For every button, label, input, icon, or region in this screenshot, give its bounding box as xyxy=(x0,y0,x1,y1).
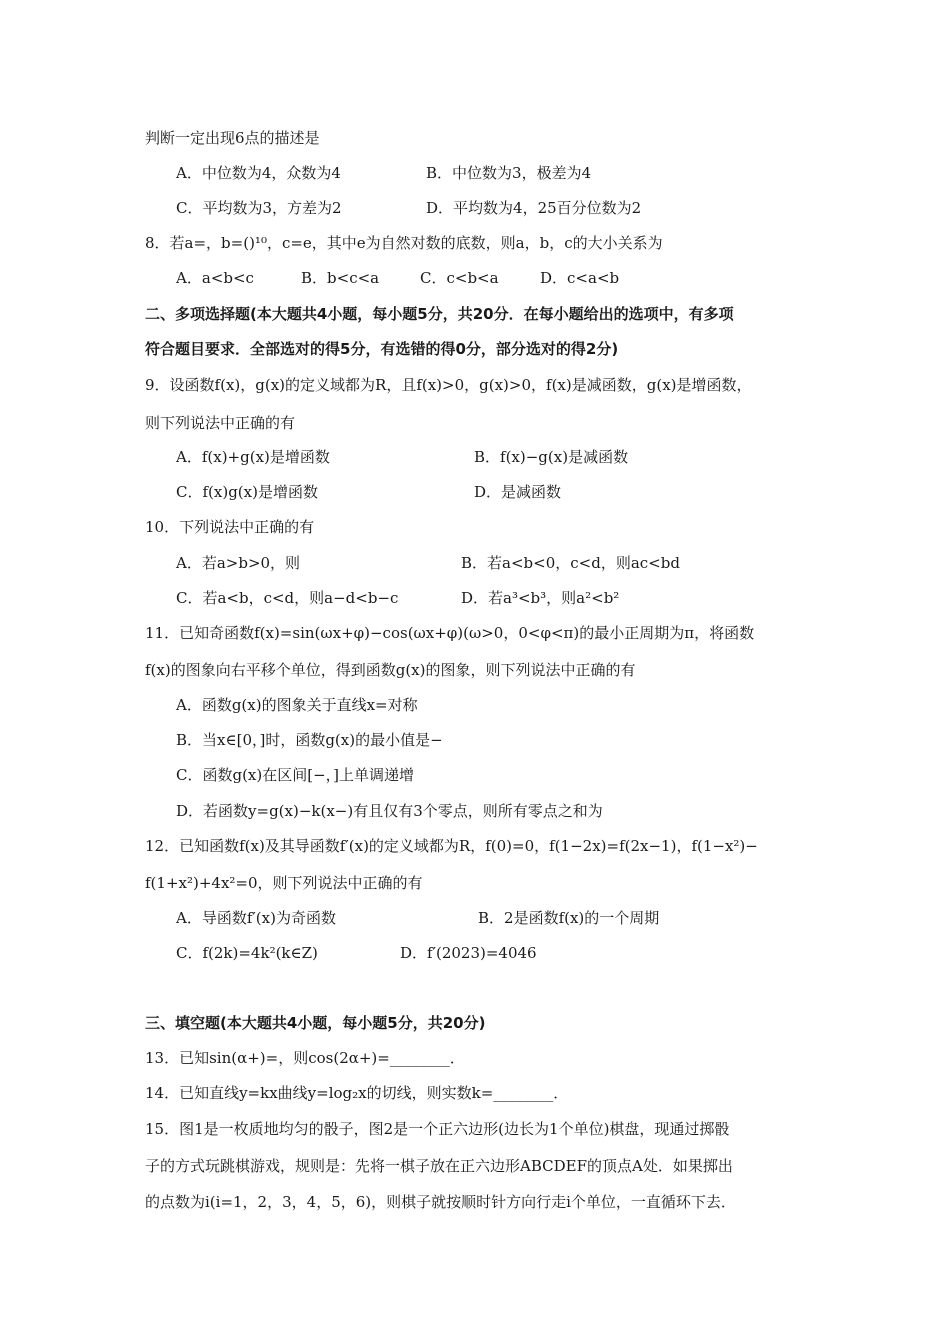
q12-option-b: B．2是函数f(x)的一个周期 xyxy=(478,909,660,927)
q7-option-b: B．中位数为3，极差为4 xyxy=(426,164,592,182)
q7-option-c: C．平均数为3，方差为2 xyxy=(176,199,342,217)
q10-option-a: A．若a>b>0，则 xyxy=(176,554,301,572)
q9-option-d: D．是减函数 xyxy=(474,483,562,501)
q11-stem-line2: f(x)的图象向右平移个单位，得到函数g(x)的图象，则下列说法中正确的有 xyxy=(145,661,636,679)
q11-option-b: B．当x∈[0，]时，函数g(x)的最小值是− xyxy=(176,731,443,749)
q7-stem-tail: 判断一定出现6点的描述是 xyxy=(145,129,320,147)
q8-option-d: D．c<a<b xyxy=(540,269,620,287)
q12-stem-line1: 12．已知函数f(x)及其导函数f′(x)的定义域都为R，f(0)=0，f(1−2x)=f(2x−1)，f(1−x²)− xyxy=(145,837,758,855)
q11-option-a: A．函数g(x)的图象关于直线x=对称 xyxy=(176,696,418,714)
q8-option-a: A．a<b<c xyxy=(176,269,254,287)
q9-stem-line2: 则下列说法中正确的有 xyxy=(145,414,296,432)
section3-heading: 三、填空题(本大题共4小题，每小题5分，共20分) xyxy=(145,1014,486,1032)
q7-option-d: D．平均数为4，25百分位数为2 xyxy=(426,199,642,217)
q7-option-a: A．中位数为4，众数为4 xyxy=(176,164,341,182)
q10-stem: 10．下列说法中正确的有 xyxy=(145,518,315,536)
q11-option-d: D．若函数y=g(x)−k(x−)有且仅有3个零点，则所有零点之和为 xyxy=(176,802,603,820)
q10-option-b: B．若a<b<0，c<d，则ac<bd xyxy=(461,554,680,572)
q13-stem: 13．已知sin(α+)=，则cos(2α+)=________． xyxy=(145,1049,465,1067)
q8-stem: 8．若a=，b=()¹⁰，c=e，其中e为自然对数的底数，则a，b，c的大小关系为 xyxy=(145,234,663,252)
q12-option-c: C．f(2k)=4k²(k∈Z) xyxy=(176,944,318,962)
q15-stem-line2: 子的方式玩跳棋游戏，规则是：先将一棋子放在正六边形ABCDEF的顶点A处．如果掷出 xyxy=(145,1157,733,1175)
q12-stem-line2: f(1+x²)+4x²=0，则下列说法中正确的有 xyxy=(145,874,423,892)
q10-option-c: C．若a<b，c<d，则a−d<b−c xyxy=(176,589,399,607)
q9-stem-line1: 9．设函数f(x)，g(x)的定义域都为R，且f(x)>0，g(x)>0，f(x)是减函数，g(x)是增函数， xyxy=(145,376,752,394)
q12-option-d: D．f′(2023)=4046 xyxy=(400,944,537,962)
q11-option-c: C．函数g(x)在区间[−，]上单调递增 xyxy=(176,766,415,784)
q14-stem: 14．已知直线y=kx曲线y=log₂x的切线，则实数k=________． xyxy=(145,1084,569,1102)
q9-option-c: C．f(x)g(x)是增函数 xyxy=(176,483,318,501)
q9-option-b: B．f(x)−g(x)是减函数 xyxy=(474,448,629,466)
q8-option-c: C．c<b<a xyxy=(420,269,499,287)
section2-heading-line1: 二、多项选择题(本大题共4小题，每小题5分，共20分．在每小题给出的选项中，有多项 xyxy=(145,305,734,323)
q15-stem-line1: 15．图1是一枚质地均匀的骰子，图2是一个正六边形(边长为1个单位)棋盘，现通过掷骰 xyxy=(145,1120,730,1138)
section2-heading-line2: 符合题目要求．全部选对的得5分，有选错的得0分，部分选对的得2分) xyxy=(145,340,619,358)
q8-option-b: B．b<c<a xyxy=(301,269,380,287)
q10-option-d: D．若a³<b³，则a²<b² xyxy=(461,589,620,607)
q11-stem-line1: 11．已知奇函数f(x)=sin(ωx+φ)−cos(ωx+φ)(ω>0，0<φ<π)的最小正周期为π，将函数 xyxy=(145,624,755,642)
q12-option-a: A．导函数f′(x)为奇函数 xyxy=(176,909,336,927)
q9-option-a: A．f(x)+g(x)是增函数 xyxy=(176,448,330,466)
q15-stem-line3: 的点数为i(i=1，2，3，4，5，6)，则棋子就按顺时针方向行走i个单位，一直循环下去． xyxy=(145,1193,736,1211)
